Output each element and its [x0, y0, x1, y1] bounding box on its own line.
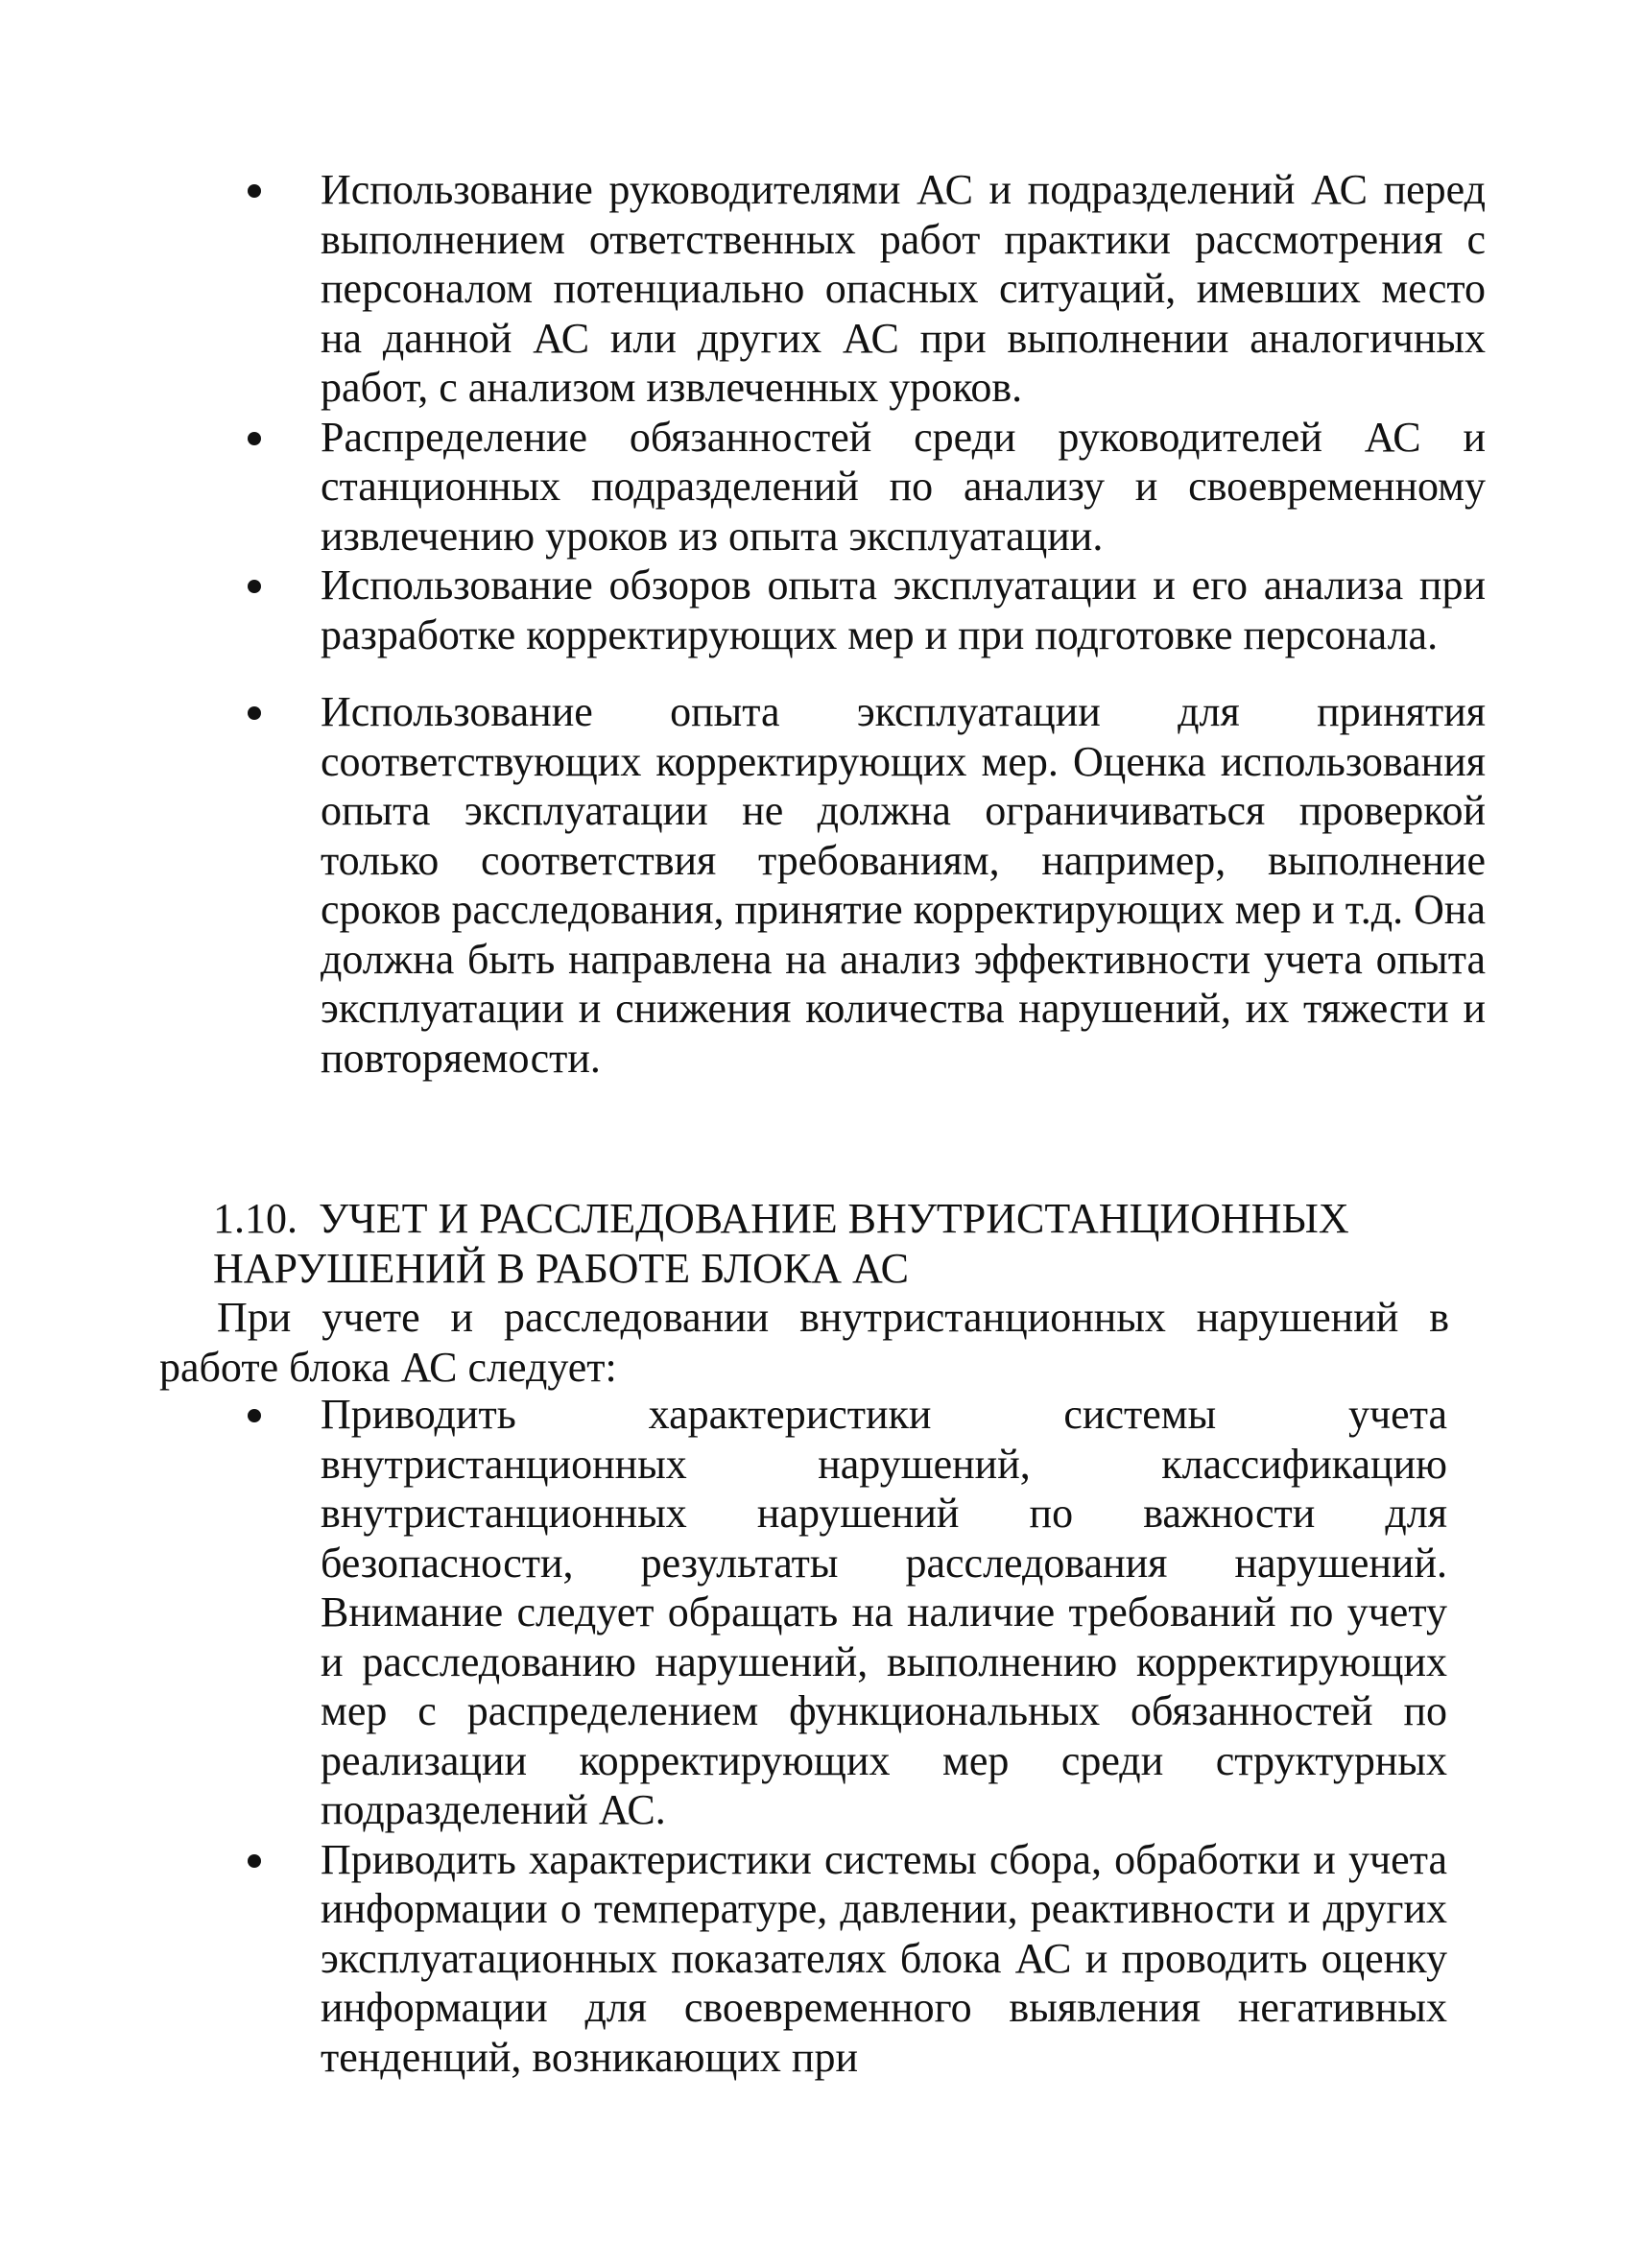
- bullet-icon: [248, 1854, 261, 1868]
- bullet-icon: [248, 432, 261, 445]
- list-item-text: Приводить характеристики системы учета внутристанционных нарушений, классификацию внутристанционных нарушений по важности для безопасности, результаты расследования нарушений. Внимание следует обращать на наличие требований по учету и расследованию нарушений, выполнению корректирующих мер с распределением функциональных обязанностей по реализации корректирующих мер среди структурных подразделений АС.: [321, 1391, 1447, 1833]
- bullet-list-violations: [240, 1390, 1447, 2082]
- list-item: [240, 165, 1486, 413]
- list-item: [240, 687, 1486, 1083]
- section-number: 1.10.: [213, 1195, 298, 1242]
- list-item: [240, 1835, 1447, 2083]
- intro-paragraph: При учете и расследовании внутристанционных нарушений в работе блока АС следует:: [159, 1294, 1449, 1391]
- list-item-text: Использование обзоров опыта эксплуатации и его анализа при разработке корректирующих мер и при подготовке персонала.: [321, 561, 1486, 658]
- list-item-text: Использование руководителями АС и подразделений АС перед выполнением ответственных работ практики рассмотрения с персоналом потенциально опасных ситуаций, имевших место на данной АС или других АС при выполнении аналогичных работ, с анализом извлеченных уроков.: [321, 166, 1486, 411]
- list-item-text: Распределение обязанностей среди руководителей АС и станционных подразделений по анализу и своевременному извлечению уроков из опыта эксплуатации.: [321, 413, 1486, 560]
- list-item: [240, 1390, 1447, 1835]
- bullet-icon: [248, 580, 261, 593]
- bullet-list-operating-experience: [240, 165, 1486, 1083]
- bullet-icon: [248, 706, 261, 720]
- list-item: [240, 561, 1486, 659]
- section-heading: [213, 1194, 1451, 1293]
- list-item-text: Использование опыта эксплуатации для принятия соответствующих корректирующих мер. Оценка использования опыта эксплуатации не должна ограничиваться проверкой только соответствия требованиям, например, выполнение сроков расследования, принятие корректирующих мер и т.д. Она должна быть направлена на анализ эффективности учета опыта эксплуатации и снижения количества нарушений, их тяжести и повторяемости.: [321, 688, 1486, 1082]
- list-item-text: Приводить характеристики системы сбора, обработки и учета информации о температуре, давлении, реактивности и других эксплуатационных показателях блока АС и проводить оценку информации для своевременного выявления негативных тенденций, возникающих при: [321, 1835, 1447, 2081]
- bullet-icon: [248, 1409, 261, 1422]
- bullet-icon: [248, 184, 261, 198]
- section-title: УЧЕТ И РАССЛЕДОВАНИЕ ВНУТРИСТАНЦИОННЫХ НАРУШЕНИЙ В РАБОТЕ БЛОКА АС: [213, 1195, 1349, 1292]
- list-item: [240, 413, 1486, 561]
